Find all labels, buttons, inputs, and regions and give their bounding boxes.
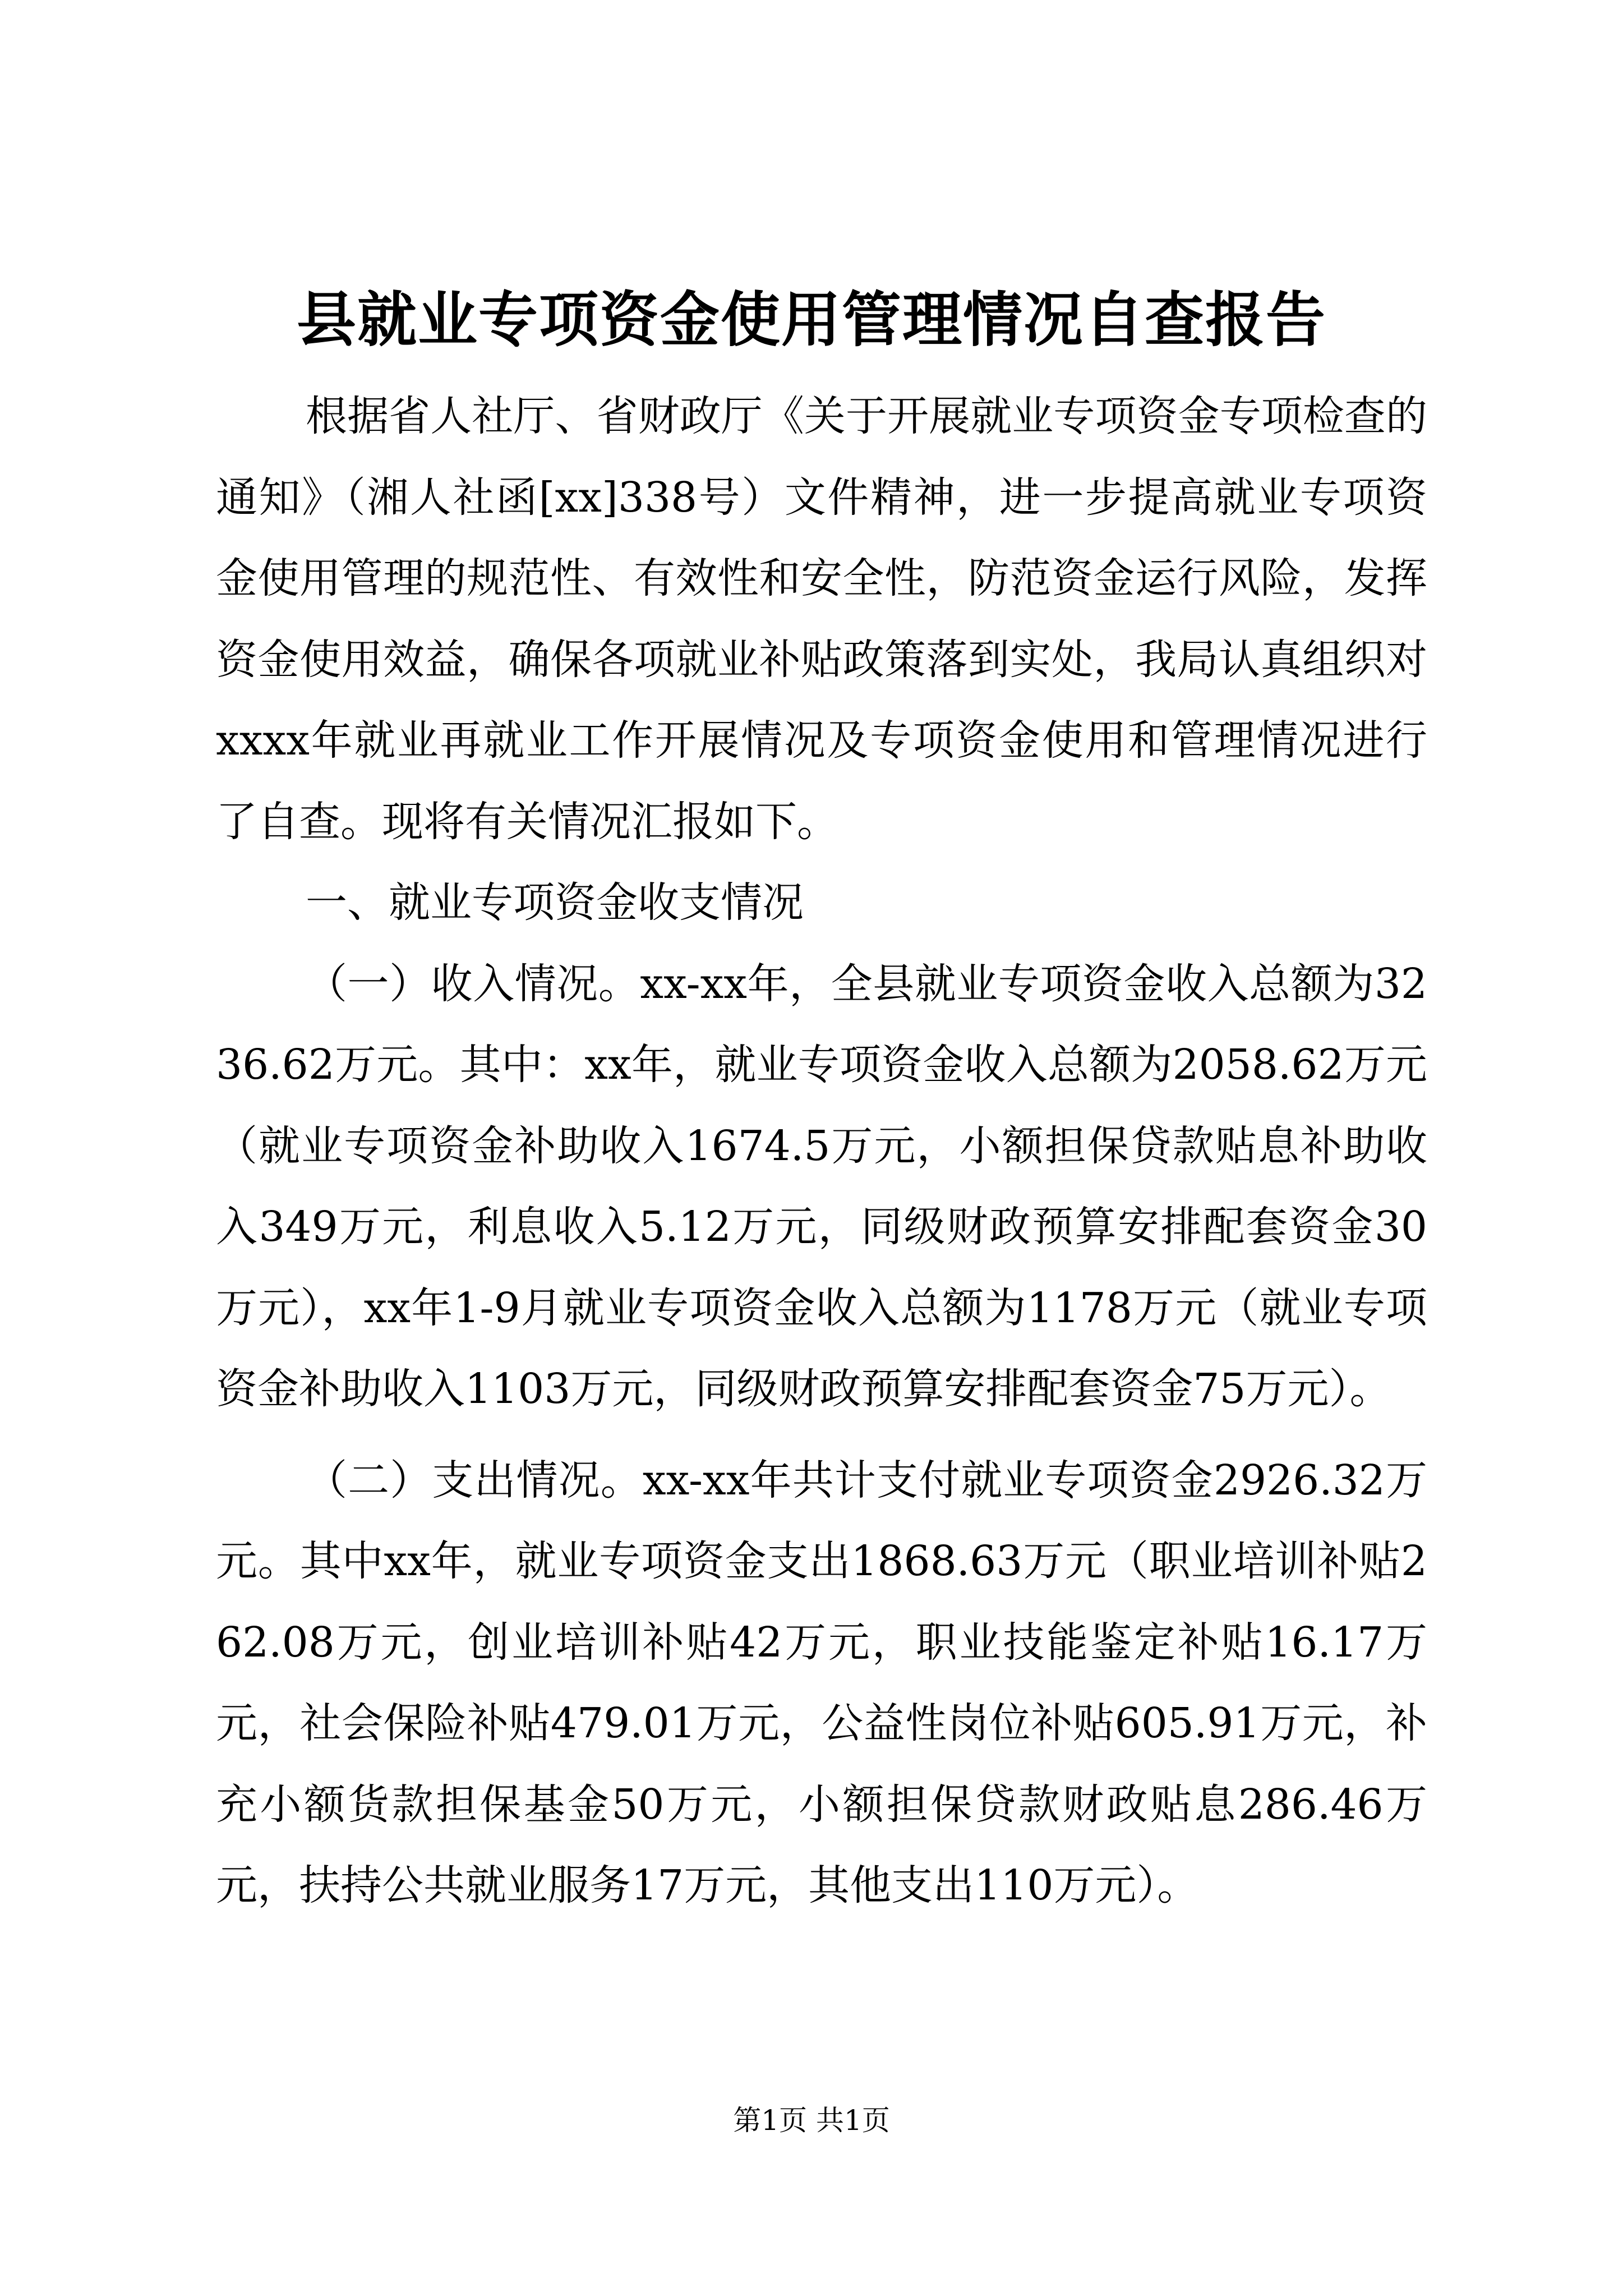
document-title: 县就业专项资金使用管理情况自查报告 [297, 284, 1326, 355]
section-heading: 一、就业专项资金收支情况 [306, 878, 804, 927]
intro-paragraph: 根据省人社厅、省财政厅《关于开展就业专项资金专项检查的通知》（湘人社函[xx]338号）文件精神，进一步提高就业专项资金使用管理的规范性、有效性和安全性，防范资金运行风险，发挥资金使用效益，确保各项就业补贴政策落到实处，我局认真组织对xxxx年就业再就业工作开展情况及专项资金使用和管理情况进行了自查。现将有关情况汇报如下。 [216, 392, 1427, 846]
income-paragraph: （一）收入情况。xx-xx年，全县就业专项资金收入总额为3236.62万元。其中：xx年，就业专项资金收入总额为2058.62万元（就业专项资金补助收入1674.5万元，小额担保贷款贴息补助收入349万元，利息收入5.12万元，同级财政预算安排配套资金30万元），xx年1-9月就业专项资金收入总额为1178万元（就业专项资金补助收入1103万元，同级财政预算安排配套资金75万元）。 [216, 959, 1427, 1413]
document-body [216, 376, 1427, 1926]
expenditure-paragraph: （二）支出情况。xx-xx年共计支付就业专项资金2926.32万元。其中xx年，就业专项资金支出1868.63万元（职业培训补贴262.08万元，创业培训补贴42万元，职业技能鉴定补贴16.17万元，社会保险补贴479.01万元，公益性岗位补贴605.91万元，补充小额货款担保基金50万元，小额担保贷款财政贴息286.46万元，扶持公共就业服务17万元，其他支出110万元）。 [216, 1456, 1427, 1910]
page-footer: 第1页 共1页 [733, 2104, 890, 2137]
